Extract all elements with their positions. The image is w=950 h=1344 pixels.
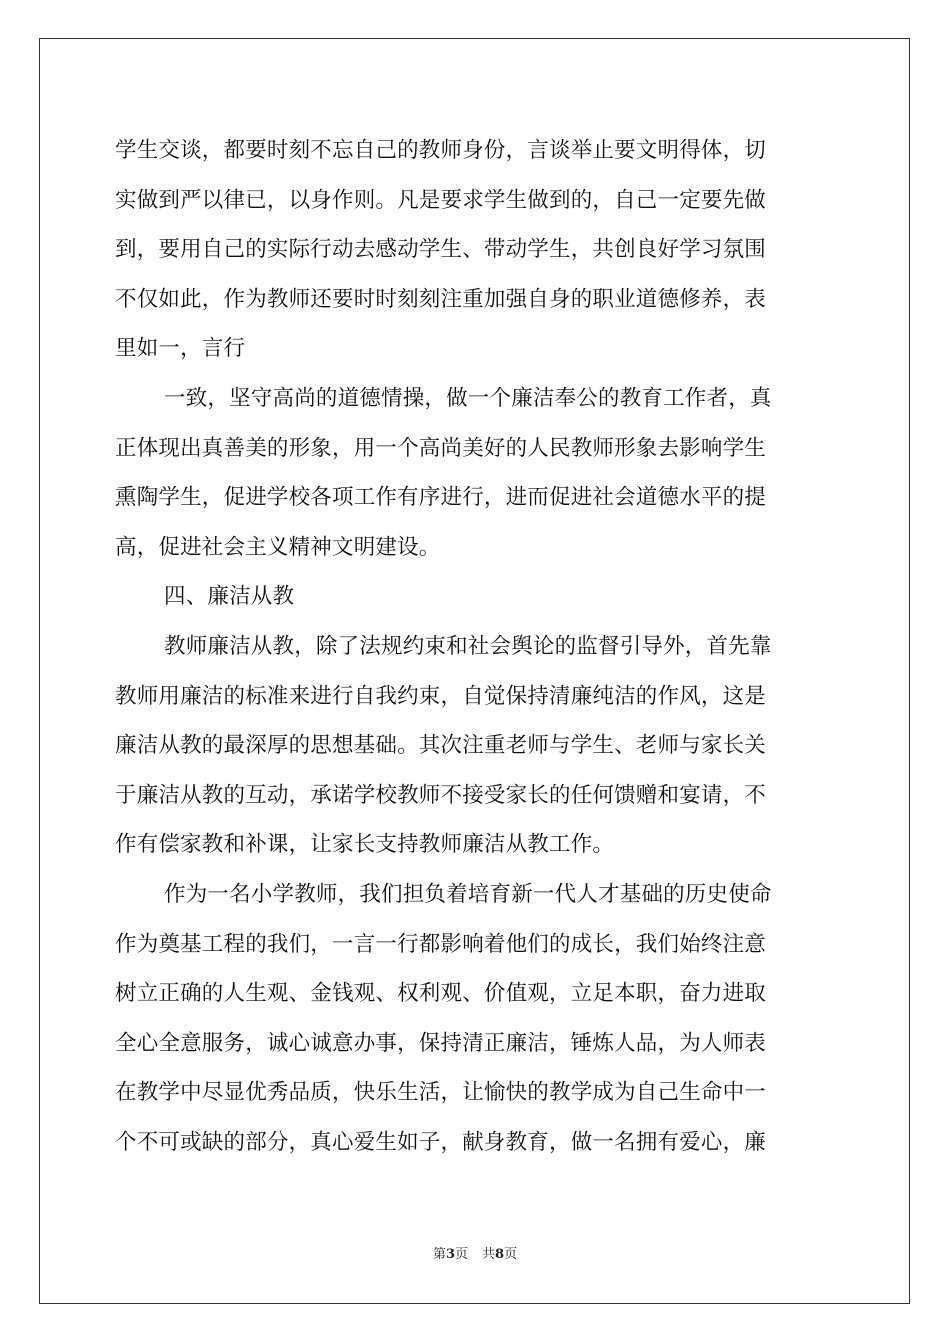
text-line: 个不可或缺的部分，真心爱生如子，献身教育，做一名拥有爱心，廉 [115,1129,767,1155]
text-line: 作有偿家教和补课，让家长支持教师廉洁从教工作。 [115,832,615,858]
page-footer [0,1246,950,1264]
text-line: 里如一，言行 [115,336,246,362]
text-line: 在教学中尽显优秀品质，快乐生活，让愉快的教学成为自己生命中一 [115,1080,767,1106]
page-total: 共8页 [482,1247,518,1262]
text-line: 不仅如此，作为教师还要时时刻刻注重加强自身的职业道德修养，表 [115,286,767,312]
text-line: 学生交谈，都要时刻不忘自己的教师身份，言谈举止要文明得体，切 [115,138,767,163]
text-line: 教师廉洁从教，除了法规约束和社会舆论的监督引导外，首先靠 [164,633,772,659]
text-line: 于廉洁从教的互动，承诺学校教师不接受家长的任何馈赠和宴请，不 [115,782,767,808]
text-line: 全心全意服务，诚心诚意办事，保持清正廉洁，锤炼人品，为人师表 [115,1030,767,1056]
document-body [115,126,835,1167]
text-line: 实做到严以律已，以身作则。凡是要求学生做到的，自己一定要先做 [115,187,767,213]
text-line: 到，要用自己的实际行动去感动学生、带动学生，共创良好学习氛围 [115,237,767,263]
text-line: 正体现出真善美的形象，用一个高尚美好的人民教师形象去影响学生 [115,435,767,461]
page-number: 第3页 [432,1247,468,1262]
text-line: 树立正确的人生观、金钱观、权利观、价值观，立足本职，奋力进取 [115,981,767,1007]
text-line: 高，促进社会主义精神文明建设。 [115,534,441,560]
section-heading: 四、廉洁从教 [164,584,295,610]
text-line: 教师用廉洁的标准来进行自我约束，自觉保持清廉纯洁的作风，这是 [115,683,767,709]
text-line: 熏陶学生，促进学校各项工作有序进行，进而促进社会道德水平的提 [115,485,767,511]
text-line: 一致，坚守高尚的道德情操，做一个廉洁奉公的教育工作者，真 [164,385,772,411]
text-line: 作为奠基工程的我们，一言一行都影响着他们的成长，我们始终注意 [115,931,767,957]
text-line: 廉洁从教的最深厚的思想基础。其次注重老师与学生、老师与家长关 [115,733,767,759]
text-line: 作为一名小学教师，我们担负着培育新一代人才基础的历史使命 [164,881,772,907]
